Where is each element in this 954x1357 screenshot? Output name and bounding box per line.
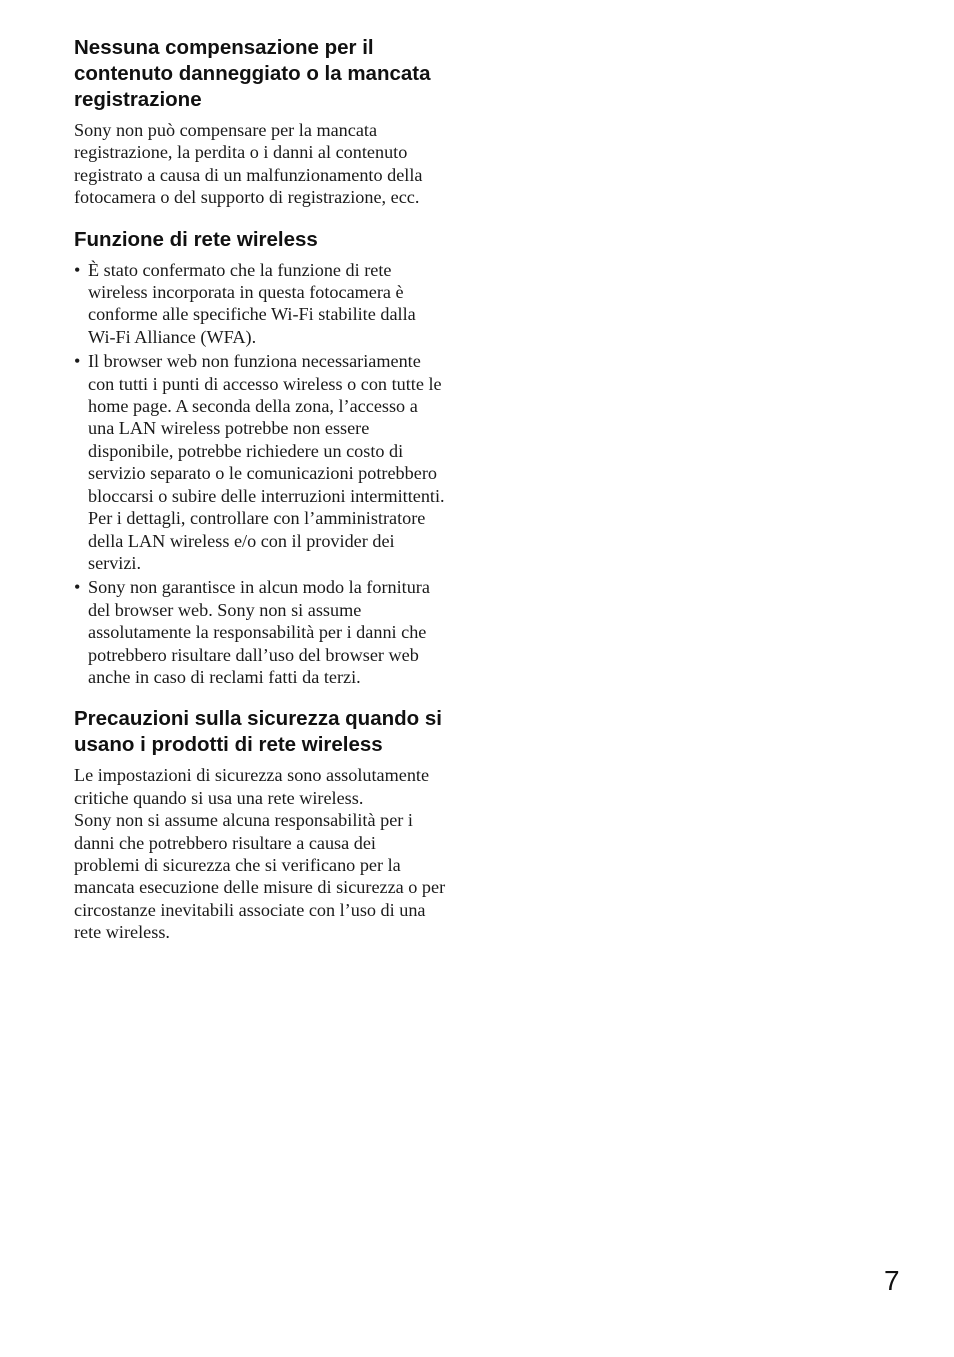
security-paragraph-2: Sony non si assume alcuna responsabilità per i danni che potrebbero risultare a causa dei problemi di sicurezza che si verificano per la mancata esecuzione delle misure di sicurezza o per circostanze inevitabili associate con l’uso di una rete wireless. — [74, 810, 446, 943]
section-heading-compensation: Nessuna compensazione per il contenuto danneggiato o la mancata registrazione — [74, 36, 431, 111]
wireless-bullet-list — [74, 259, 446, 689]
list-item — [74, 259, 446, 349]
page-number: 7 — [884, 1265, 900, 1296]
bullet-icon: • — [74, 577, 81, 598]
list-item — [74, 350, 446, 574]
text-column — [74, 35, 446, 944]
security-paragraph-1: Le impostazioni di sicurezza sono assolutamente critiche quando si usa una rete wireless. — [74, 765, 430, 808]
section-heading-security-precautions: Precauzioni sulla sicurezza quando si usano i prodotti di rete wireless — [74, 707, 442, 757]
list-item — [74, 576, 446, 688]
compensation-paragraph: Sony non può compensare per la mancata registrazione, la perdita o i danni al contenuto registrato a causa di un malfunzionamento della fotocamera o del supporto di registrazione, ecc. — [74, 120, 423, 208]
bullet-text-browser-warranty: Sony non garantisce in alcun modo la fornitura del browser web. Sony non si assume assolutamente la responsabilità per i danni che potrebbero risultare dall’uso del browser web anche in caso di reclami fatti da terzi. — [88, 577, 430, 687]
bullet-text-wifi-certified: È stato confermato che la funzione di rete wireless incorporata in questa fotocamera è conforme alle specifiche Wi-Fi stabilite dalla Wi-Fi Alliance (WFA). — [88, 259, 416, 347]
bullet-icon: • — [74, 351, 81, 372]
bullet-text-browser-access: Il browser web non funziona necessariamente con tutti i punti di accesso wireless o con tutte le home page. A seconda della zona, l’accesso a una LAN wireless potrebbe non essere disponibile, potrebbe richiedere un costo di servizio separato o le comunicazioni potrebbero bloccarsi o subire delle interruzioni intermittenti. Per i dettagli, controllare con l’amministratore della LAN wireless e/o con il provider dei servizi. — [88, 351, 445, 573]
bullet-icon: • — [74, 259, 81, 280]
section-heading-wireless-function: Funzione di rete wireless — [74, 227, 318, 251]
